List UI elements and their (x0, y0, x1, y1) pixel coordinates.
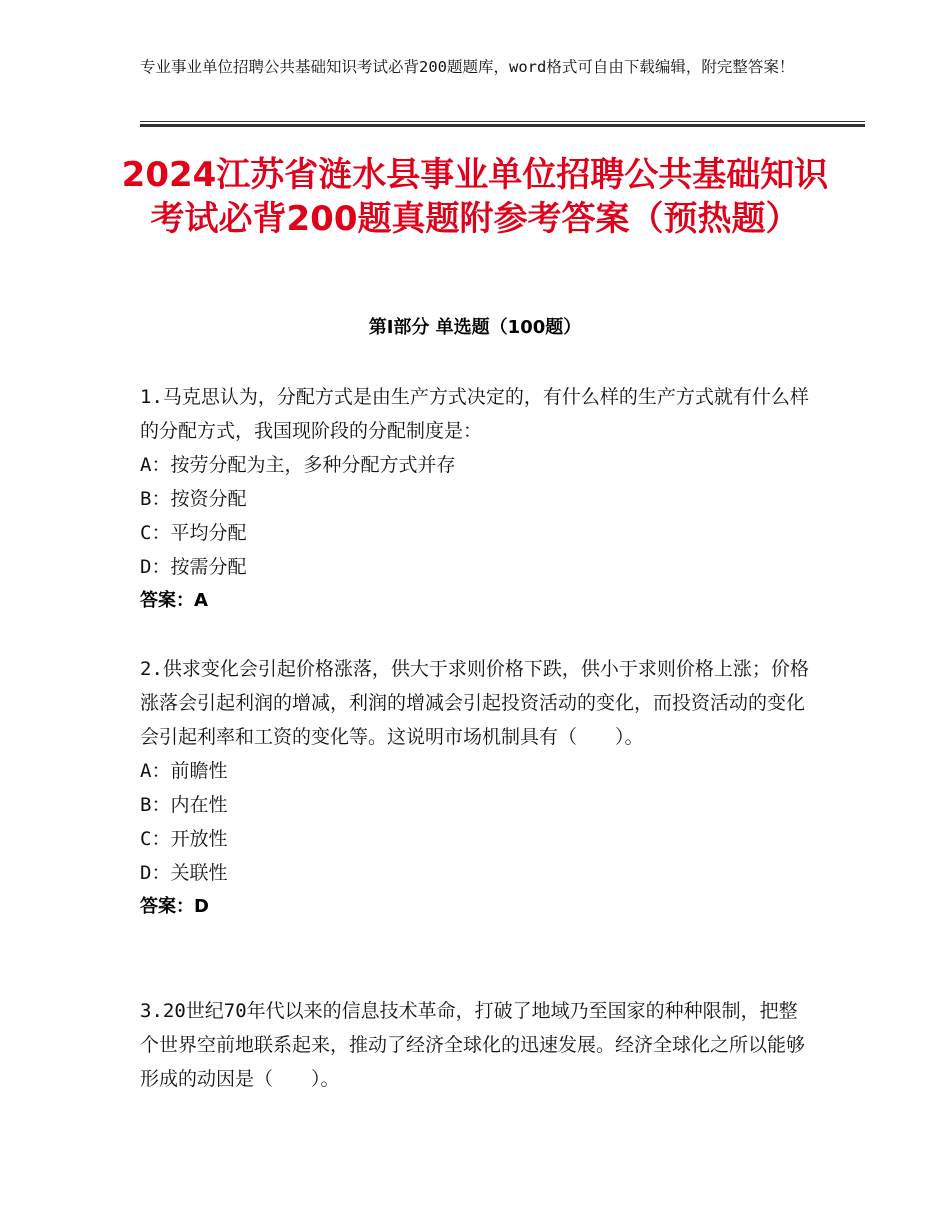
answer: 答案：D (140, 896, 209, 917)
answer: 答案：A (140, 590, 208, 611)
question-stem: 2.供求变化会引起价格涨落，供大于求则价格下跌，供小于求则价格上涨；价格涨落会引起利润的增减，利润的增减会引起投资活动的变化，而投资活动的变化会引起利率和工资的变化等。这说明市场机制具有（ ）。 (140, 658, 809, 748)
question-2 (140, 652, 810, 924)
option-c: C：平均分配 (140, 522, 247, 544)
header-divider-thick (140, 124, 865, 127)
option-c: C：开放性 (140, 828, 228, 850)
header-note: 专业事业单位招聘公共基础知识考试必背200题题库，word格式可自由下载编辑，附完整答案！ (140, 58, 795, 76)
option-d: D：关联性 (140, 862, 228, 884)
header-divider-thin (140, 121, 865, 122)
section-title: 第Ⅰ部分 单选题（100题） (368, 317, 582, 338)
document-title: 2024江苏省涟水县事业单位招聘公共基础知识考试必背200题真题附参考答案（预热题） (121, 155, 829, 239)
option-a: A：按劳分配为主，多种分配方式并存 (140, 454, 456, 476)
option-a: A：前瞻性 (140, 760, 228, 782)
option-b: B：内在性 (140, 794, 228, 816)
question-stem: 3.20世纪70年代以来的信息技术革命，打破了地域乃至国家的种种限制，把整个世界空前地联系起来，推动了经济全球化的迅速发展。经济全球化之所以能够形成的动因是（ ）。 (140, 1000, 806, 1090)
question-1 (140, 380, 810, 618)
question-stem: 1.马克思认为，分配方式是由生产方式决定的，有什么样的生产方式就有什么样的分配方式，我国现阶段的分配制度是： (140, 386, 809, 442)
question-3 (140, 994, 810, 1096)
option-d: D：按需分配 (140, 556, 247, 578)
option-b: B：按资分配 (140, 488, 247, 510)
